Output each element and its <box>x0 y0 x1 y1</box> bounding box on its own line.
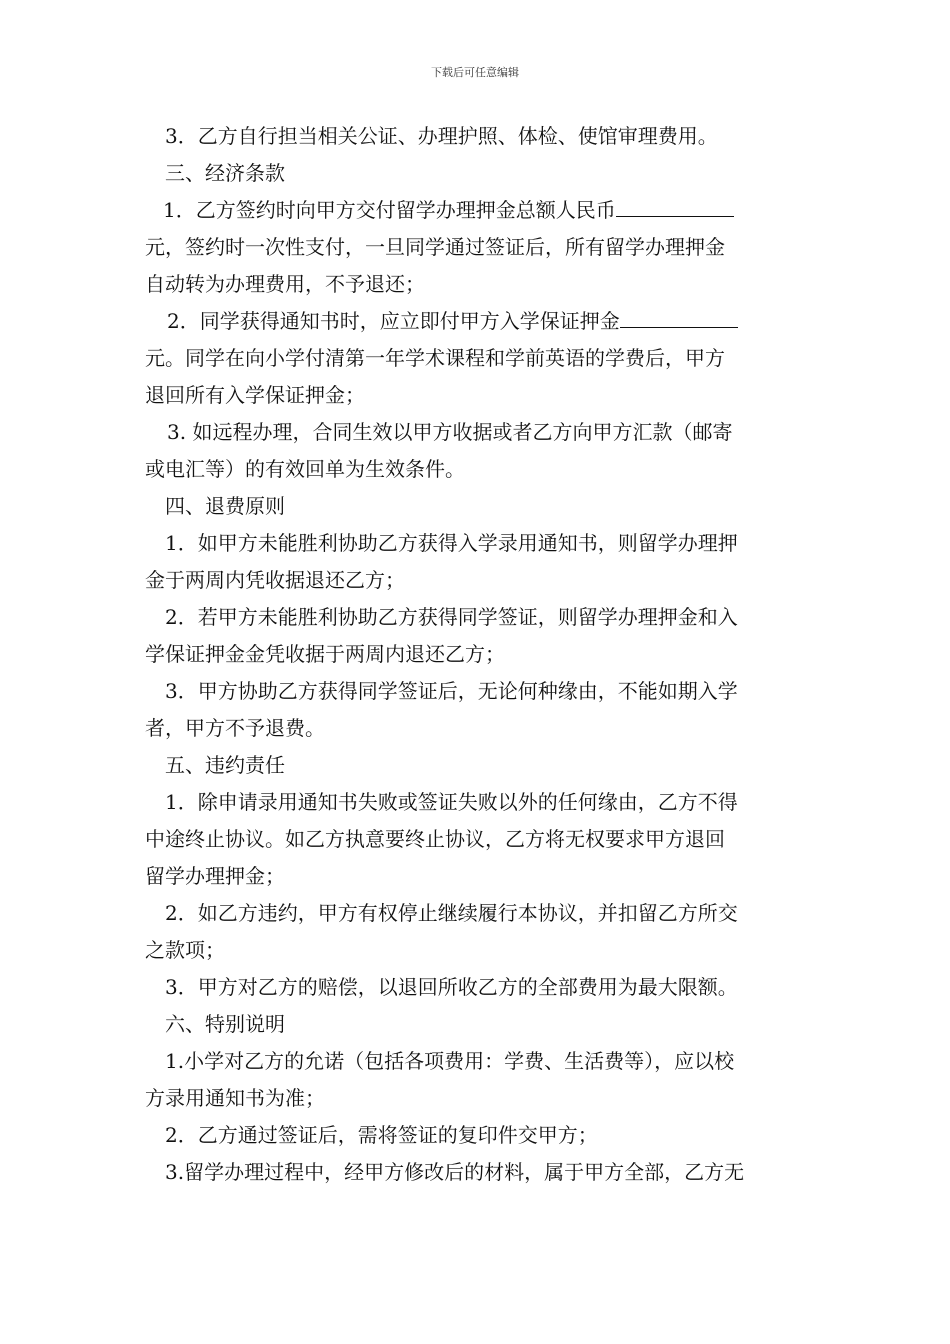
paragraph-line: 2．乙方通过签证后，需将签证的复印件交甲方； <box>165 1123 598 1147</box>
paragraph-line: 留学办理押金； <box>145 864 285 888</box>
paragraph-line: 中途终止协议。如乙方执意要终止协议，乙方将无权要求甲方退回 <box>145 827 725 851</box>
paragraph-line: 2．如乙方违约，甲方有权停止继续履行本协议，并扣留乙方所交 <box>165 901 738 925</box>
paragraph-line: 金于两周内凭收据退还乙方； <box>145 568 405 592</box>
paragraph-line: 之款项； <box>145 938 225 962</box>
paragraph-line: 3．甲方对乙方的赔偿，以退回所收乙方的全部费用为最大限额。 <box>165 975 738 999</box>
paragraph-line: 3. 如远程办理，合同生效以甲方收据或者乙方向甲方汇款（邮寄 <box>167 420 733 444</box>
section-heading-breach-liability: 五、违约责任 <box>165 753 285 777</box>
paragraph-line: 退回所有入学保证押金； <box>145 383 365 407</box>
document-body <box>145 118 810 1191</box>
paragraph-line: 3．甲方协助乙方获得同学签证后，无论何种缘由，不能如期入学 <box>165 679 738 703</box>
paragraph-line: 或电汇等）的有效回单为生效条件。 <box>145 457 465 481</box>
paragraph-line: 2．同学获得通知书时，应立即付甲方入学保证押金 <box>167 309 620 333</box>
amount-blank-line <box>620 305 738 328</box>
paragraph-line-with-blank <box>145 303 810 340</box>
paragraph-line: 1．除申请录用通知书失败或签证失败以外的任何缘由，乙方不得 <box>165 790 738 814</box>
paragraph-line: 方录用通知书为准； <box>145 1086 325 1110</box>
section-heading-refund-principles: 四、退费原则 <box>165 494 285 518</box>
paragraph-line: 元，签约时一次性支付，一旦同学通过签证后，所有留学办理押金 <box>145 235 725 259</box>
section-heading-economic-terms: 三、经济条款 <box>165 161 285 185</box>
page-header-note: 下载后可任意编辑 <box>431 66 519 79</box>
section-heading-special-notes: 六、特别说明 <box>165 1012 285 1036</box>
paragraph-line-with-blank <box>145 192 810 229</box>
paragraph-line: 1．乙方签约时向甲方交付留学办理押金总额人民币 <box>163 198 616 222</box>
paragraph-line: 元。同学在向小学付清第一年学术课程和学前英语的学费后，甲方 <box>145 346 725 370</box>
paragraph-line: 3.留学办理过程中，经甲方修改后的材料，属于甲方全部，乙方无 <box>165 1160 745 1184</box>
paragraph-line: 1.小学对乙方的允诺（包括各项费用：学费、生活费等），应以校 <box>165 1049 735 1073</box>
paragraph-line: 者，甲方不予退费。 <box>145 716 325 740</box>
paragraph-line: 自动转为办理费用，不予退还； <box>145 272 425 296</box>
amount-blank-line <box>616 194 734 217</box>
paragraph-line: 2．若甲方未能胜利协助乙方获得同学签证，则留学办理押金和入 <box>165 605 738 629</box>
paragraph-line: 学保证押金金凭收据于两周内退还乙方； <box>145 642 505 666</box>
paragraph-line: 1．如甲方未能胜利协助乙方获得入学录用通知书，则留学办理押 <box>165 531 738 555</box>
paragraph-line: 3．乙方自行担当相关公证、办理护照、体检、使馆审理费用。 <box>165 124 718 148</box>
